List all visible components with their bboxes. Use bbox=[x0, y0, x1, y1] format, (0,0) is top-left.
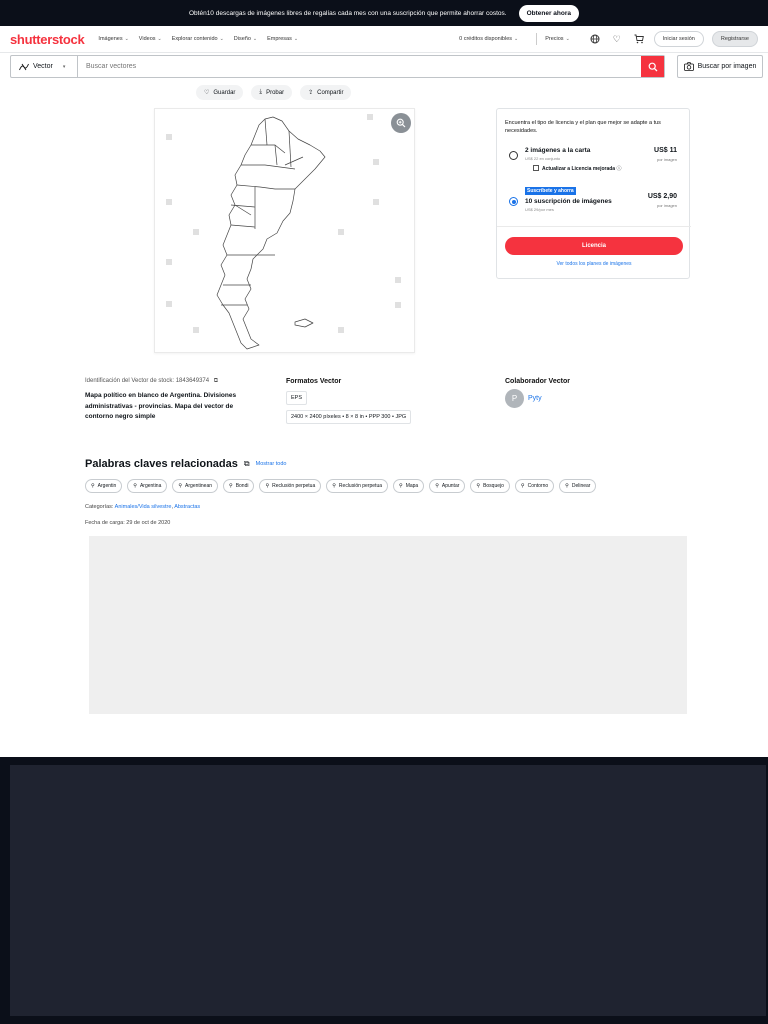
search-icon: ⚲ bbox=[265, 483, 270, 489]
asset-type-label: Vector bbox=[33, 63, 53, 70]
related-content-placeholder bbox=[89, 536, 687, 714]
keywords-title: Palabras claves relacionadas bbox=[85, 458, 238, 470]
nav-label: Imágenes bbox=[98, 36, 123, 42]
vector-pen-icon bbox=[19, 63, 29, 71]
nav-item-design[interactable] bbox=[234, 36, 257, 42]
copy-icon[interactable]: ⧉ bbox=[243, 459, 250, 468]
contributor-name[interactable]: Pyty bbox=[528, 395, 542, 402]
login-button[interactable]: Iniciar sesión bbox=[654, 31, 704, 47]
categories-label: Categorías: bbox=[85, 504, 114, 510]
keyword-label: Bosquejo bbox=[483, 483, 504, 489]
footer bbox=[0, 757, 768, 1024]
option2-sub: US$ 29/por mes bbox=[525, 207, 554, 212]
search-input[interactable] bbox=[78, 56, 641, 77]
credits-label: 0 créditos disponibles bbox=[459, 36, 513, 42]
nav-item-business[interactable] bbox=[267, 36, 298, 42]
share-label: Compartir bbox=[317, 89, 344, 96]
heart-icon: ♡ bbox=[204, 90, 210, 96]
keyword-label: Reclusión perpetua bbox=[338, 483, 383, 489]
nav-right bbox=[459, 31, 758, 47]
license-panel bbox=[496, 108, 690, 279]
keyword-chip[interactable] bbox=[223, 479, 254, 493]
globe-icon[interactable] bbox=[588, 32, 602, 46]
keyword-label: Contorno bbox=[527, 483, 549, 489]
keyword-chip[interactable] bbox=[326, 479, 388, 493]
search-icon: ⚲ bbox=[565, 483, 569, 489]
contributor-section bbox=[505, 378, 570, 408]
nav-label: Explorar contenido bbox=[171, 36, 218, 42]
nav-item-images[interactable] bbox=[98, 36, 128, 42]
nav-divider bbox=[536, 33, 537, 45]
stock-id-row bbox=[85, 378, 260, 385]
option1-per: por imagen bbox=[656, 157, 677, 162]
show-all-link[interactable]: Mostrar todo bbox=[255, 461, 287, 467]
share-button[interactable] bbox=[300, 85, 351, 100]
keyword-label: Delinear bbox=[571, 483, 591, 489]
asset-description: Mapa político en blanco de Argentina. Divisiones administrativas - provincias. Mapa del vector de contorno negro simple bbox=[85, 392, 237, 420]
category-link-abstract[interactable]: Abstractas bbox=[174, 504, 201, 510]
logo[interactable]: shutterstock bbox=[10, 31, 85, 47]
formats-title: Formatos Vector bbox=[286, 378, 342, 385]
asset-type-select[interactable] bbox=[11, 56, 78, 77]
footer-panel bbox=[10, 765, 766, 1016]
chevron-down-icon: ⌄ bbox=[252, 36, 258, 42]
promo-text: Obtén10 descargas de imágenes libres de regalías cada mes con una suscripción que permite ahorrar costos. bbox=[188, 9, 507, 17]
nav-item-explore[interactable] bbox=[172, 36, 224, 42]
caret-down-icon: ▾ bbox=[62, 63, 66, 70]
chevron-down-icon: ⌄ bbox=[514, 36, 519, 42]
contributor-title: Colaborador Vector bbox=[505, 378, 570, 385]
formats-section bbox=[286, 378, 411, 424]
license-divider bbox=[497, 226, 691, 227]
keyword-list bbox=[85, 479, 596, 493]
keyword-chip[interactable] bbox=[429, 479, 465, 493]
promo-banner bbox=[0, 0, 768, 26]
camera-search-icon bbox=[684, 62, 694, 71]
keyword-label: Argentina bbox=[139, 483, 162, 489]
keyword-chip[interactable] bbox=[559, 479, 596, 493]
search-icon: ⚲ bbox=[520, 483, 525, 489]
option2-price: US$ 2,90 bbox=[647, 193, 677, 200]
enhanced-license-checkbox[interactable] bbox=[533, 165, 539, 171]
search-icon: ⚲ bbox=[91, 483, 95, 489]
category-link-animals[interactable]: Animales/Vida silvestre bbox=[114, 504, 172, 510]
upload-date: Fecha de carga: 29 de oct de 2020 bbox=[85, 520, 171, 526]
keyword-label: Mapa bbox=[405, 483, 419, 489]
keywords-header bbox=[85, 458, 286, 470]
save-button[interactable] bbox=[196, 85, 243, 100]
download-icon: ⤓ bbox=[259, 89, 263, 95]
option1-title: 2 imágenes a la carta bbox=[525, 147, 591, 154]
keyword-label: Reclusión perpetua bbox=[272, 483, 316, 489]
nav-item-videos[interactable] bbox=[139, 36, 162, 42]
save-badge: Suscríbete y ahorra bbox=[527, 188, 574, 194]
heart-icon[interactable]: ♡ bbox=[612, 33, 621, 44]
contributor-row bbox=[505, 389, 570, 408]
image-preview[interactable] bbox=[154, 108, 415, 353]
register-button[interactable]: Registrarse bbox=[712, 31, 758, 47]
cart-icon[interactable] bbox=[632, 32, 646, 46]
nav-label: Videos bbox=[138, 36, 156, 42]
categories bbox=[85, 504, 200, 510]
argentina-map-vector bbox=[155, 109, 415, 353]
format-jpg-spec[interactable]: 2400 × 2400 píxeles • 8 × 8 in • PPP 300 • JPG bbox=[286, 410, 411, 424]
visual-search-label: Buscar por imagen bbox=[697, 63, 757, 70]
nav-label: Empresas bbox=[267, 36, 292, 42]
all-plans-link[interactable]: Ver todos los planes de imágenes bbox=[556, 261, 632, 267]
search-box bbox=[10, 55, 665, 78]
keyword-chip[interactable] bbox=[393, 479, 424, 493]
get-now-button[interactable]: Obtener ahora bbox=[519, 5, 579, 22]
zoom-in-icon bbox=[396, 118, 406, 128]
chevron-down-icon: ⌄ bbox=[219, 36, 224, 42]
nav-label: Diseño bbox=[233, 36, 251, 42]
enhanced-license-label bbox=[542, 165, 622, 172]
search-icon: ⚲ bbox=[133, 483, 137, 489]
option2-per: por imagen bbox=[656, 203, 677, 208]
license-heading: Encuentra el tipo de licencia y el plan que mejor se adapte a tus necesidades. bbox=[505, 120, 661, 134]
keyword-label: Apuntar bbox=[441, 483, 460, 489]
try-button[interactable] bbox=[251, 85, 292, 100]
checkbox-text: Actualizar a Licencia mejorada bbox=[542, 166, 616, 172]
keyword-chip[interactable] bbox=[470, 479, 510, 493]
category-separator: , bbox=[171, 504, 173, 510]
option1-sub: US$ 22 en conjunto bbox=[525, 156, 561, 161]
keyword-label: Argentinean bbox=[185, 483, 213, 489]
option1-price: US$ 11 bbox=[654, 147, 677, 154]
stock-id: Identificación del Vector de stock: 1843649374 bbox=[85, 378, 210, 384]
top-nav bbox=[0, 26, 768, 53]
asset-details bbox=[85, 378, 260, 423]
format-eps-tag[interactable]: EPS bbox=[286, 391, 307, 405]
copy-icon[interactable]: ⧉ bbox=[213, 378, 219, 384]
radio-subscription[interactable] bbox=[509, 197, 518, 206]
search-icon: ⚲ bbox=[476, 483, 481, 489]
share-icon: ⇪ bbox=[308, 90, 314, 96]
info-icon[interactable]: ⓘ bbox=[616, 166, 622, 172]
search-icon: ⚲ bbox=[229, 483, 233, 489]
keyword-chip[interactable] bbox=[259, 479, 321, 493]
try-label: Probar bbox=[266, 89, 285, 96]
prices-label: Precios bbox=[545, 36, 564, 42]
search-icon: ⚲ bbox=[399, 483, 403, 489]
credits-menu[interactable] bbox=[459, 36, 518, 42]
asset-actions bbox=[196, 85, 351, 100]
avatar[interactable]: P bbox=[505, 389, 524, 408]
chevron-down-icon: ⌄ bbox=[124, 36, 129, 42]
keyword-chip[interactable] bbox=[127, 479, 167, 493]
keyword-chip[interactable] bbox=[515, 479, 554, 493]
keyword-label: Bondi bbox=[235, 483, 249, 489]
search-icon: ⚲ bbox=[178, 483, 183, 489]
search-icon bbox=[648, 62, 658, 72]
license-button[interactable]: Licencia bbox=[505, 237, 683, 255]
search-icon: ⚲ bbox=[332, 483, 336, 489]
keyword-chip[interactable] bbox=[172, 479, 218, 493]
search-button[interactable] bbox=[641, 56, 664, 77]
license-option-on-demand[interactable] bbox=[505, 145, 681, 177]
prices-menu[interactable] bbox=[545, 36, 570, 42]
keyword-chip[interactable] bbox=[85, 479, 122, 493]
chevron-down-icon: ⌄ bbox=[565, 36, 570, 42]
option2-title: 10 suscripción de imágenes bbox=[525, 198, 612, 205]
save-label: Guardar bbox=[213, 89, 236, 96]
chevron-down-icon: ⌄ bbox=[157, 36, 162, 42]
license-option-subscription[interactable] bbox=[505, 188, 681, 223]
radio-on-demand[interactable] bbox=[509, 151, 518, 160]
zoom-button[interactable] bbox=[391, 113, 411, 133]
visual-search-button[interactable] bbox=[677, 55, 763, 78]
search-bar bbox=[10, 55, 766, 78]
keyword-label: Argentin bbox=[97, 483, 117, 489]
chevron-down-icon: ⌄ bbox=[293, 36, 299, 42]
search-icon: ⚲ bbox=[435, 483, 439, 489]
